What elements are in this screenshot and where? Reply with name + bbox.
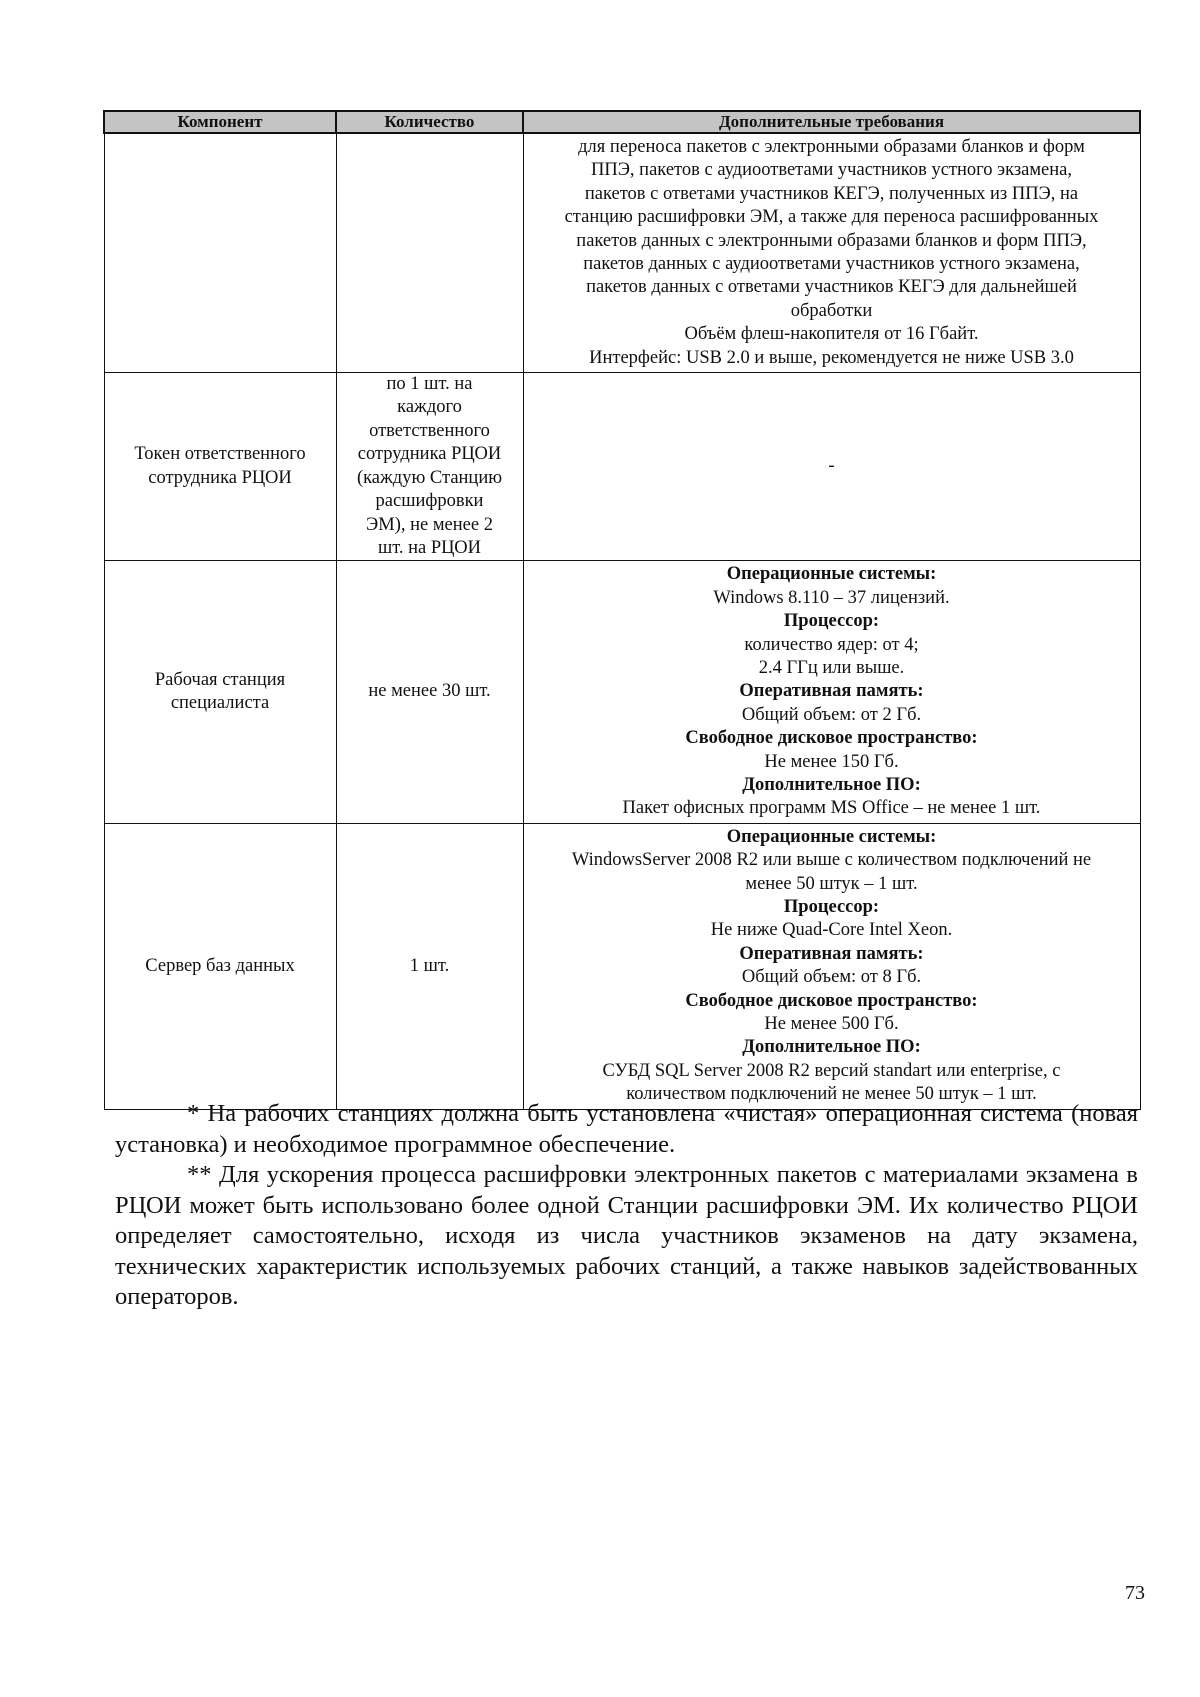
requirement-line: для переноса пакетов с электронными образами бланков и форм: [578, 137, 1085, 157]
cell-component: [104, 373, 336, 561]
requirement-line: станцию расшифровки ЭМ, а также для переноса расшифрованных: [564, 207, 1099, 228]
cell-component: Сервер баз данных: [104, 823, 336, 1109]
requirement-heading: Операционные системы:: [726, 826, 937, 847]
requirement-line: пакетов данных с аудиоответами участников устного экзамена,: [583, 254, 1080, 275]
requirement-line: Не менее 500 Гб.: [764, 1014, 899, 1035]
quantity-line: (каждую Станцию: [356, 467, 503, 488]
footnote-decryption-stations: ** Для ускорения процесса расшифровки электронных пакетов с материалами экзамена в РЦОИ может быть использовано более одной Станции расшифровки ЭМ. Их количество РЦОИ определяет самостоятельно, исходя из числа участников экзаменов на дату экзамена, технических характеристик используемых рабочих станций, а также навыков задействованных операторов.: [115, 1161, 1138, 1310]
requirement-heading: Оперативная память:: [739, 943, 924, 964]
requirement-heading: Дополнительное ПО:: [742, 774, 921, 795]
requirement-line: количеством подключений не менее 50 штук – 1 шт.: [626, 1084, 1037, 1105]
requirement-line: Windows 8.110 – 37 лицензий.: [713, 587, 950, 608]
table-row-workstation: [104, 561, 1140, 823]
component-line: специалиста: [170, 693, 270, 714]
cell-component: [104, 561, 336, 823]
requirement-line: Не ниже Quad-Core Intel Xeon.: [710, 920, 953, 941]
footnote-clean-os: * На рабочих станциях должна быть установлена «чистая» операционная система (новая установка) и необходимое программное обеспечение.: [115, 1100, 1138, 1158]
quantity-line: ЭМ), не менее 2: [366, 514, 493, 535]
component-line: Рабочая станция: [154, 669, 286, 690]
requirement-line: количество ядер: от 4;: [744, 634, 919, 655]
requirement-heading: Свободное дисковое пространство:: [685, 990, 978, 1011]
requirement-heading: Процессор:: [783, 897, 880, 917]
requirement-line: пакетов данных с электронными образами бланков и форм ППЭ,: [576, 230, 1087, 251]
requirement-line: пакетов с ответами участников КЕГЭ, полученных из ППЭ, на: [584, 183, 1079, 204]
quantity-line: расшифровки: [375, 491, 484, 512]
cell-quantity: не менее 30 шт.: [336, 561, 523, 823]
table-row-token: [104, 373, 1140, 561]
requirement-line: 2.4 ГГц или выше.: [758, 657, 905, 678]
requirement-line: Общий объем: от 8 Гб.: [741, 967, 922, 988]
component-line: Токен ответственного: [134, 444, 306, 465]
quantity-line: шт. на РЦОИ: [377, 537, 482, 558]
cell-requirements: [523, 823, 1140, 1109]
quantity-line: по 1 шт. на: [386, 374, 473, 395]
table-row-server: [104, 823, 1140, 1109]
cell-quantity: [336, 133, 523, 373]
requirement-heading: Дополнительное ПО:: [742, 1037, 921, 1058]
quantity-line: сотрудника РЦОИ: [357, 444, 502, 465]
requirement-heading: Операционные системы:: [726, 564, 937, 585]
requirement-line: Общий объем: от 2 Гб.: [741, 704, 922, 725]
page-number: 73: [1125, 1582, 1145, 1604]
requirement-line: Не менее 150 Гб.: [764, 751, 899, 772]
requirement-line: WindowsServer 2008 R2 или выше с количеством подключений не: [571, 850, 1092, 871]
requirement-line: обработки: [790, 300, 873, 321]
header-quantity: Количество: [336, 111, 523, 133]
table-header-row: [104, 111, 1140, 133]
table-row-continuation: [104, 133, 1140, 373]
requirement-line: пакетов данных с ответами участников КЕГЭ для дальнейшей: [586, 277, 1077, 298]
cell-requirements: [523, 133, 1140, 373]
requirements-table: [103, 110, 1141, 1110]
requirement-line: Пакет офисных программ MS Office – не менее 1 шт.: [622, 798, 1041, 819]
requirement-line: Объём флеш-накопителя от 16 Гбайт.: [684, 324, 979, 345]
header-component: Компонент: [104, 111, 336, 133]
cell-quantity: 1 шт.: [336, 823, 523, 1109]
requirement-line: Интерфейс: USB 2.0 и выше, рекомендуется не ниже USB 3.0: [589, 347, 1074, 368]
cell-requirements: -: [523, 373, 1140, 561]
quantity-line: ответственного: [369, 420, 490, 441]
requirement-line: менее 50 штук – 1 шт.: [745, 873, 918, 894]
header-requirements: Дополнительные требования: [523, 111, 1140, 133]
requirement-line: СУБД SQL Server 2008 R2 версий standart или enterprise, с: [602, 1060, 1061, 1081]
component-line: сотрудника РЦОИ: [148, 467, 292, 488]
requirement-heading: Процессор:: [783, 611, 880, 632]
footnotes: [115, 1099, 1138, 1313]
requirement-line: ППЭ, пакетов с аудиоответами участников устного экзамена,: [591, 160, 1072, 181]
quantity-line: каждого: [397, 397, 462, 418]
cell-component: [104, 133, 336, 373]
requirement-heading: Свободное дисковое пространство:: [685, 728, 978, 749]
cell-requirements: [523, 561, 1140, 823]
requirement-heading: Оперативная память:: [739, 681, 924, 702]
cell-quantity: [336, 373, 523, 561]
